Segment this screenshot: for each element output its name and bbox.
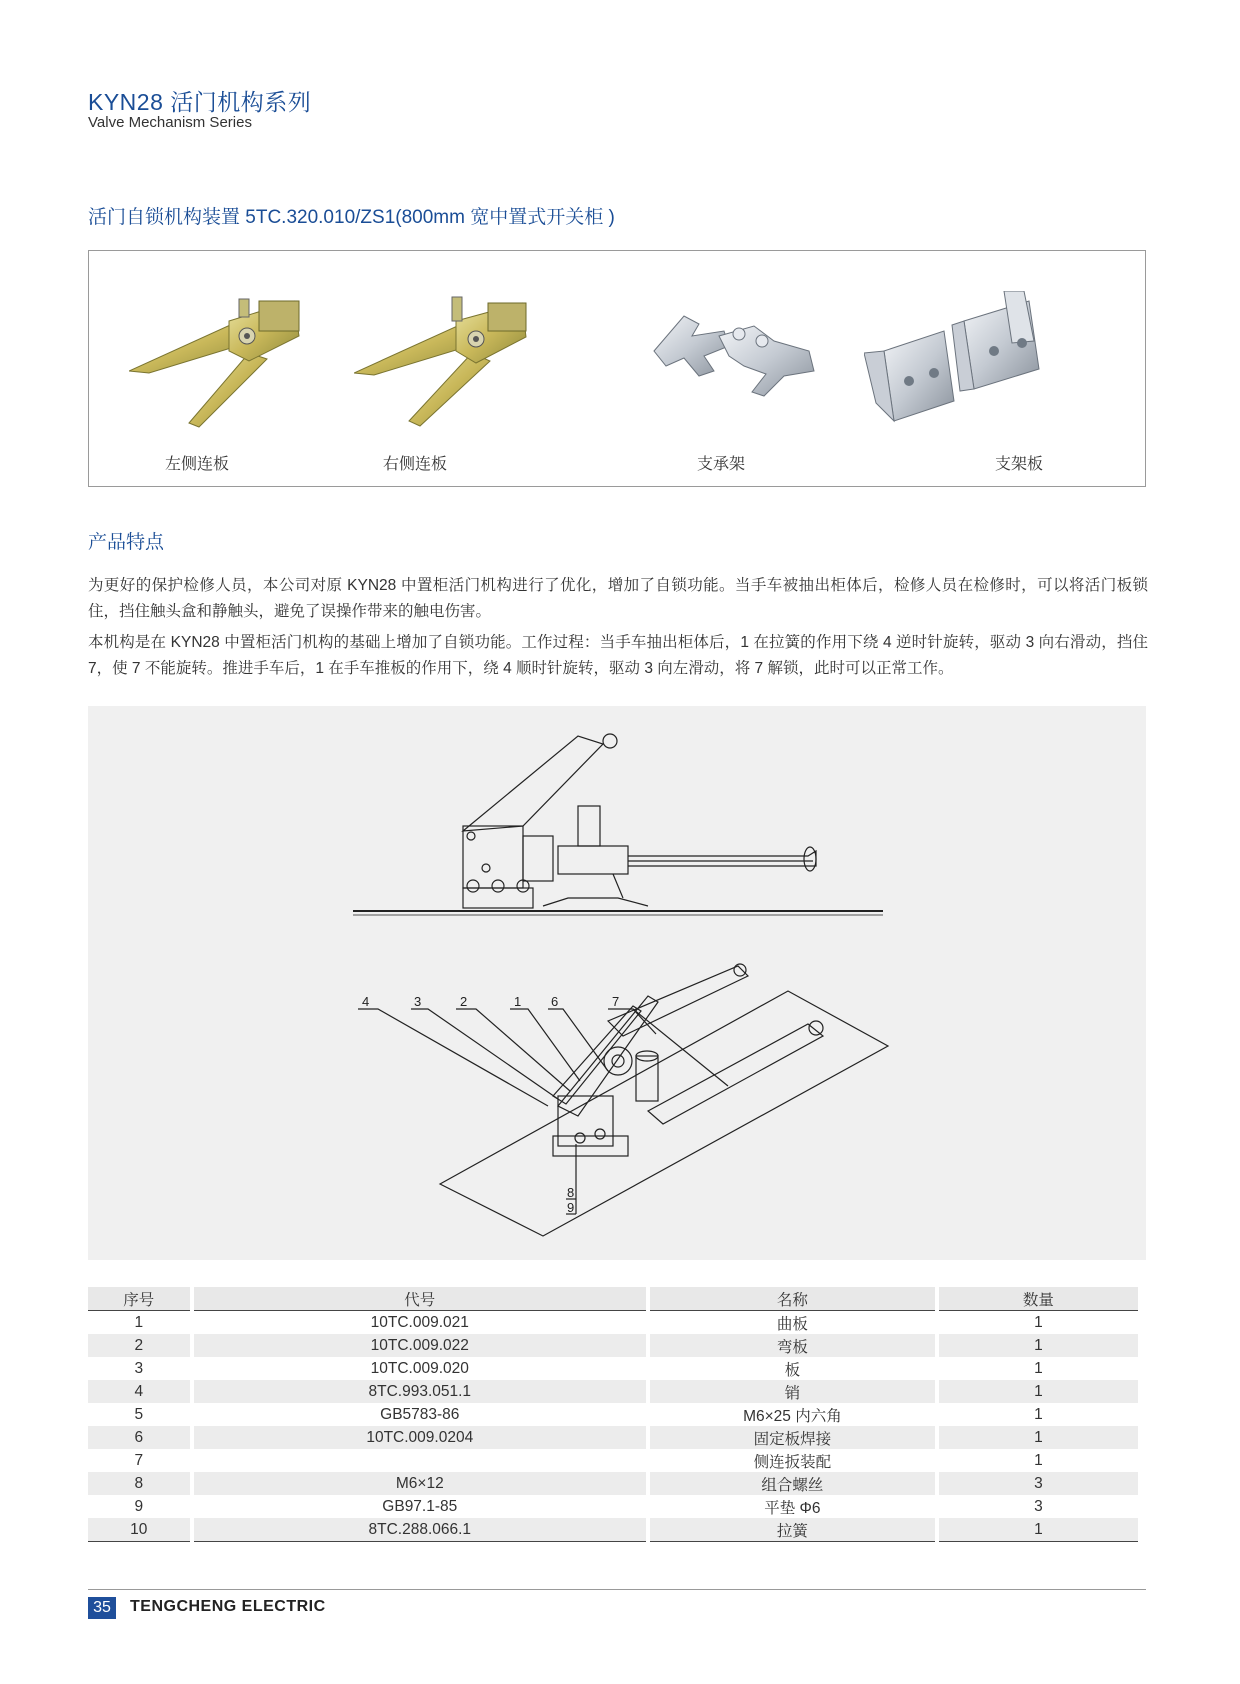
table-row [88,1334,1138,1357]
cell-qty: 1 [939,1380,1138,1403]
left-link-plate-photo [129,291,309,436]
table-row [88,1449,1138,1472]
brand-name: TENGCHENG ELECTRIC [130,1598,326,1615]
features-title: 产品特点 [88,532,165,553]
assembly-drawing-svg [88,706,1146,1260]
page-number: 35 [88,1597,116,1619]
cell-code: 10TC.009.020 [370,1359,469,1377]
cell-index: 1 [134,1313,144,1331]
cell-qty: 1 [1034,1451,1043,1469]
photo-caption: 支承架 [696,456,745,473]
table-row [88,1403,1138,1426]
column-header: 序号 [88,1287,190,1311]
cell-code: GB97.1-85 [382,1497,458,1515]
cell-index: 6 [88,1426,190,1449]
features-paragraph: 为更好的保护检修人员，本公司对原 KYN28 中置柜活门机构进行了优化，增加了自锁功能。当手车被抽出柜体后，检修人员在检修时，可以将活门板锁住，挡住触头盒和静触头，避免了误操作带来的触电伤害。 [88,577,1148,620]
photo-caption: 右侧连板 [382,456,447,473]
footer-divider [88,1589,1146,1590]
cell-name: 拉簧 [650,1518,935,1542]
cell-qty: 1 [939,1334,1138,1357]
cell-qty: 1 [939,1426,1138,1449]
cell-qty: 1 [1034,1359,1043,1377]
cell-index: 10 [88,1518,190,1542]
cell-index: 2 [88,1334,190,1357]
cell-name: 侧连扳装配 [753,1453,832,1471]
table-row [88,1495,1138,1518]
cell-name: 板 [784,1361,801,1379]
cell-index: 8 [88,1472,190,1495]
cell-code: 8TC.288.066.1 [194,1518,646,1542]
photo-caption: 支架板 [994,456,1043,473]
cell-qty: 1 [939,1518,1138,1542]
table-row [88,1380,1138,1403]
callout-label: 4 [362,994,370,1009]
parts-table [84,1287,1142,1542]
callout-label: 6 [551,994,559,1009]
cell-code: 10TC.009.0204 [194,1426,646,1449]
cell-index: 9 [134,1497,144,1515]
cell-qty: 3 [939,1472,1138,1495]
cell-index: 5 [134,1405,144,1423]
bracket-plate-photo [864,291,1064,431]
callout-label: 8 [567,1185,575,1200]
callout-label: 2 [460,994,468,1009]
photo-caption: 左侧连板 [164,456,229,473]
table-row [88,1426,1138,1449]
cell-name: M6×25 内六角 [743,1407,842,1425]
cell-code: M6×12 [194,1472,646,1495]
features-paragraph: 本机构是在 KYN28 中置柜活门机构的基础上增加了自锁功能。工作过程：当手车抽出柜体后，1 在拉簧的作用下绕 4 逆时针旋转，驱动 3 向右滑动，挡住 7，使 7 不能旋转。推进手车后，1 在手车推板的作用下，绕 4 顺时针旋转，驱动 3 向左滑动，将 7 解锁，此时可以正常工作。 [88,634,1148,677]
table-row [88,1311,1138,1334]
column-header: 名称 [650,1287,935,1311]
table-row [88,1357,1138,1380]
callout-label: 1 [514,994,522,1009]
cell-code: 8TC.993.051.1 [194,1380,646,1403]
table-row [88,1518,1138,1542]
support-bracket-photo [644,296,824,416]
cell-qty: 1 [1034,1313,1043,1331]
callout-label: 7 [612,994,620,1009]
photo-gallery [88,250,1146,487]
table-header-row [88,1287,1138,1311]
cell-index: 7 [134,1451,144,1469]
page-title: KYN28 活门机构系列 [88,89,312,115]
cell-name: 销 [650,1380,935,1403]
cell-name: 曲板 [776,1315,808,1333]
cell-index: 3 [134,1359,144,1377]
cell-code: 10TC.009.022 [194,1334,646,1357]
cell-qty: 1 [1034,1405,1043,1423]
right-link-plate-photo [354,291,534,436]
cell-name: 弯板 [650,1334,935,1357]
cell-qty: 3 [1034,1497,1043,1515]
cell-code: 10TC.009.021 [370,1313,469,1331]
page-subtitle: Valve Mechanism Series [88,114,252,131]
cell-index: 4 [88,1380,190,1403]
cell-name: 组合螺丝 [650,1472,935,1495]
technical-drawing [88,706,1146,1260]
cell-name: 固定板焊接 [650,1426,935,1449]
cell-code [194,1449,646,1472]
product-title: 活门自锁机构装置 5TC.320.010/ZS1(800mm 宽中置式开关柜 ) [88,207,615,228]
column-header: 代号 [194,1287,646,1311]
cell-name: 平垫 Φ6 [764,1499,821,1517]
table-row [88,1472,1138,1495]
column-header: 数量 [939,1287,1138,1311]
callout-label: 3 [414,994,422,1009]
cell-code: GB5783-86 [380,1405,460,1423]
callout-label: 9 [567,1200,575,1215]
